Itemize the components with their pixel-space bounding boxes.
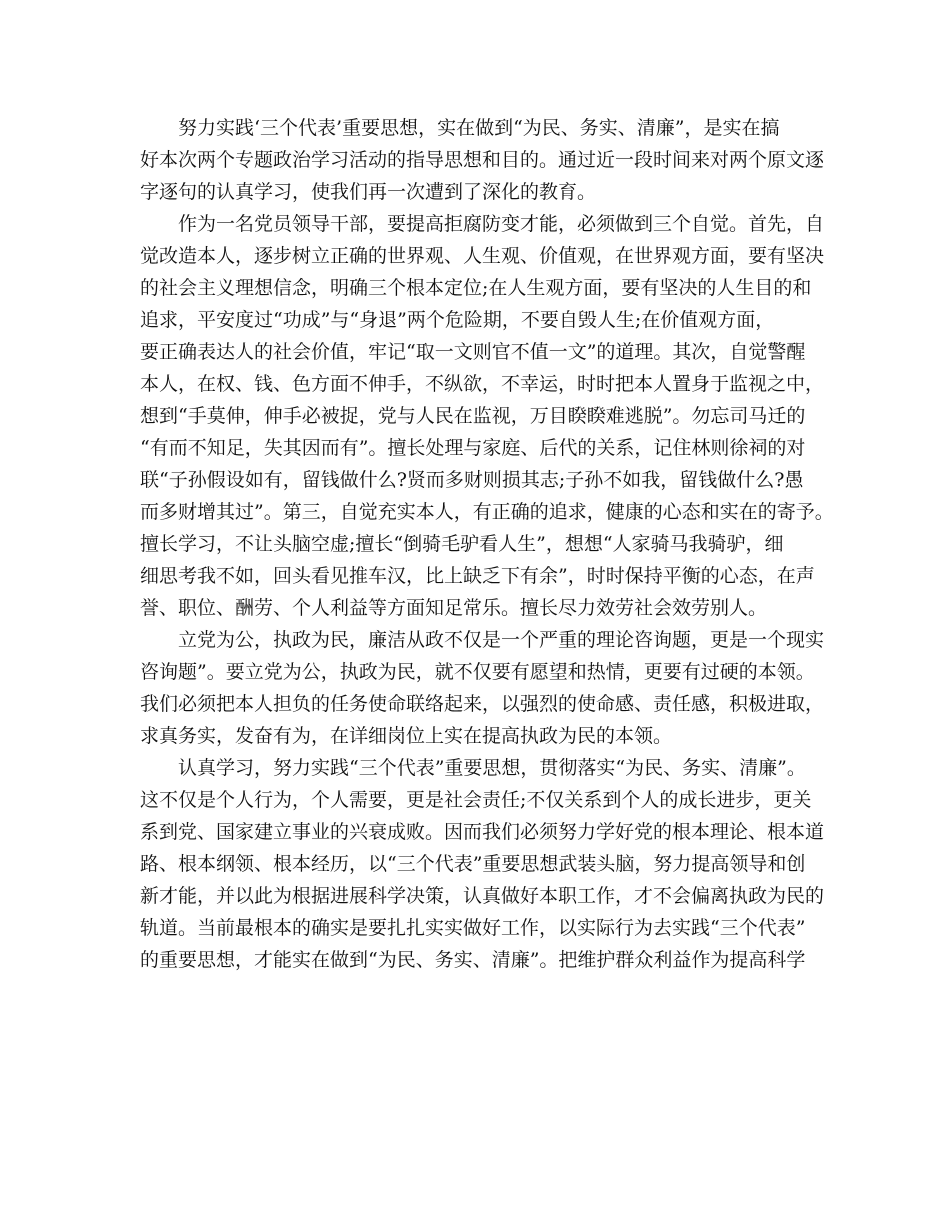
- paragraph-3-line-3: 我们必须把本人担负的任务使命联络起来，以强烈的使命感、责任感，积极进取，: [140, 693, 825, 715]
- document-body: [140, 112, 834, 976]
- paragraph-2-line-6: 本人，在权、钱、色方面不伸手，不纵欲，不幸运，时时把本人置身于监视之中，: [140, 373, 825, 395]
- paragraph-2-line-8: “有而不知足，失其因而有”。擅长处理与家庭、后代的关系，记住林则徐祠的对: [140, 437, 806, 459]
- paragraph-4-line-7: 的重要思想，才能实在做到“为民、务实、清廉”。把维护群众利益作为提高科学: [140, 949, 806, 971]
- paragraph-2-line-12: 细思考我不如，回头看见推车汉，比上缺乏下有余”，时时保持平衡的心态，在声: [140, 565, 815, 587]
- paragraph-4-line-2: 这不仅是个人行为，个人需要，更是社会责任;不仅关系到个人的成长进步，更关: [140, 789, 812, 811]
- paragraph-4-line-4: 路、根本纲领、根本经历，以“三个代表”重要思想武装头脑，努力提高领导和创: [140, 853, 806, 875]
- paragraph-1-line-1: 努力实践‘三个代表’重要思想，实在做到“为民、务实、清廉”，是实在搞: [178, 117, 780, 139]
- paragraph-2-line-5: 要正确表达人的社会价值，牢记“取一文则官不值一文”的道理。其次，自觉警醒: [140, 341, 806, 363]
- paragraph-2-line-4: 追求，平安度过“功成”与“身退”两个危险期，不要自毁人生;在价值观方面，: [140, 309, 775, 331]
- paragraph-2-line-11: 擅长学习，不让头脑空虚;擅长“倒骑毛驴看人生”，想想“人家骑马我骑驴，细: [140, 533, 784, 555]
- paragraph-1-line-2: 好本次两个专题政治学习活动的指导思想和目的。通过近一段时间来对两个原文逐: [140, 149, 825, 171]
- paragraph-2-line-7: 想到“手莫伸，伸手必被捉，党与人民在监视，万目睽睽难逃脱”。勿忘司马迁的: [140, 405, 806, 427]
- paragraph-2-line-10: 而多财增其过”。第三，自觉充实本人，有正确的追求，健康的心态和实在的寄予。: [140, 501, 834, 523]
- paragraph-4-line-5: 新才能，并以此为根据进展科学决策，认真做好本职工作，才不会偏离执政为民的: [140, 885, 825, 907]
- paragraph-2-line-3: 的社会主义理想信念，明确三个根本定位;在人生观方面，要有坚决的人生目的和: [140, 277, 812, 299]
- paragraph-4-line-1: 认真学习，努力实践“三个代表”重要思想，贯彻落实“为民、务实、清廉”。: [178, 757, 806, 779]
- paragraph-2-line-13: 誉、职位、酬劳、个人利益等方面知足常乐。擅长尽力效劳社会效劳别人。: [140, 597, 768, 619]
- paragraph-4-line-3: 系到党、国家建立事业的兴衰成败。因而我们必须努力学好党的根本理论、根本道: [140, 821, 825, 843]
- paragraph-4-line-6: 轨道。当前最根本的确实是要扎扎实实做好工作，以实际行为去实践“三个代表”: [140, 917, 806, 939]
- paragraph-3-line-2: 咨询题”。要立党为公，执政为民，就不仅要有愿望和热情，更要有过硬的本领。: [140, 661, 815, 683]
- paragraph-2-line-2: 觉改造本人，逐步树立正确的世界观、人生观、价值观，在世界观方面，要有坚决: [140, 245, 825, 267]
- paragraph-3-line-4: 求真务实，发奋有为，在详细岗位上实在提高执政为民的本领。: [140, 725, 673, 747]
- paragraph-1-line-3: 字逐句的认真学习，使我们再一次遭到了深化的教育。: [140, 181, 597, 203]
- paragraph-2-line-1: 作为一名党员领导干部，要提高拒腐防变才能，必须做到三个自觉。首先，自: [178, 213, 825, 235]
- paragraph-2-line-9: 联“子孙假设如有，留钱做什么?贤而多财则损其志;子孙不如我，留钱做什么?愚: [140, 469, 804, 491]
- paragraph-3-line-1: 立党为公，执政为民，廉洁从政不仅是一个严重的理论咨询题，更是一个现实: [178, 629, 825, 651]
